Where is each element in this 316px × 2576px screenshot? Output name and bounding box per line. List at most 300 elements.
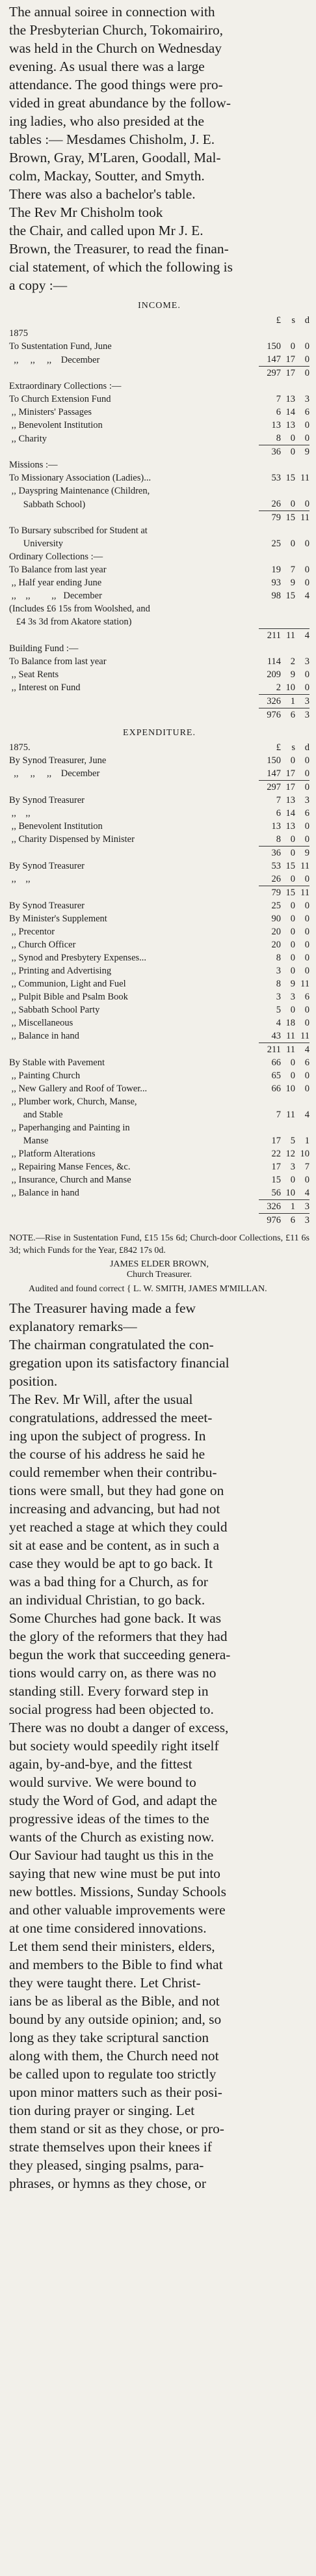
pence-value: 0 bbox=[304, 833, 309, 845]
text-line: but society would speedily right itself bbox=[9, 1737, 219, 1754]
text-line: tion during prayer or singing. Let bbox=[9, 2102, 195, 2118]
total-row bbox=[9, 780, 309, 794]
entry-description: ,, New Gallery and Roof of Tower... bbox=[9, 1083, 148, 1094]
text-line: sit at ease and be content, as in such a bbox=[9, 1537, 220, 1553]
pence-value: 0 bbox=[304, 900, 309, 911]
entry-description: and Stable bbox=[9, 1109, 63, 1120]
entry-description: ,, Precentor bbox=[9, 926, 55, 937]
account-row bbox=[9, 741, 309, 754]
account-row bbox=[9, 1121, 309, 1134]
entry-description bbox=[9, 846, 259, 860]
pence-value: 0 bbox=[304, 578, 309, 588]
account-row bbox=[9, 497, 309, 511]
entry-description: University bbox=[9, 539, 63, 549]
text-line: bound by any outside opinion; and, so bbox=[9, 2011, 222, 2027]
shillings-value: 13 bbox=[285, 820, 295, 832]
entry-description: £4 3s 3d from Akatore station) bbox=[9, 617, 132, 627]
entry-description bbox=[9, 694, 259, 708]
account-row bbox=[9, 563, 309, 576]
pence-value bbox=[295, 642, 309, 655]
account-row bbox=[9, 458, 309, 471]
account-row bbox=[9, 951, 309, 964]
account-row bbox=[9, 977, 309, 990]
pence-value: 0 bbox=[304, 354, 309, 365]
text-line: case they would be apt to go back. It bbox=[9, 1555, 213, 1571]
account-row bbox=[9, 484, 309, 497]
pence-value: 4 bbox=[304, 1109, 309, 1120]
entry-description: By Minister's Supplement bbox=[9, 913, 107, 924]
pounds-value bbox=[259, 327, 281, 340]
entry-description: ,, Balance in hand bbox=[9, 1031, 79, 1041]
shillings-value: 0 bbox=[290, 873, 295, 884]
shillings-value: 17 bbox=[281, 780, 295, 794]
entry-description: ,, Miscellaneous bbox=[9, 1017, 73, 1028]
pounds-value: 25 bbox=[271, 539, 281, 549]
total-row bbox=[9, 445, 309, 459]
pounds-value: 209 bbox=[267, 669, 281, 680]
shillings-header: s bbox=[291, 315, 295, 326]
pence-value: 11 bbox=[300, 860, 309, 871]
shillings-value: 13 bbox=[285, 394, 295, 404]
shillings-value bbox=[281, 615, 295, 628]
text-line: increasing and advancing, but had not bbox=[9, 1500, 220, 1517]
entry-description: ,, Benevolent Institution bbox=[9, 420, 103, 430]
pounds-value: 114 bbox=[267, 656, 281, 667]
shillings-value: 14 bbox=[285, 807, 295, 819]
entry-description: Sabbath School) bbox=[9, 499, 86, 510]
account-row bbox=[9, 1029, 309, 1043]
pence-value: 3 bbox=[304, 656, 309, 667]
entry-description bbox=[9, 780, 259, 794]
entry-description: To Sustentation Fund, June bbox=[9, 341, 112, 352]
pence-value bbox=[295, 602, 309, 615]
pence-value: 0 bbox=[304, 820, 309, 832]
pence-value: 0 bbox=[295, 780, 309, 794]
entry-description: ,, Charity bbox=[9, 433, 47, 444]
entry-description: ,, Benevolent Institution bbox=[9, 820, 103, 832]
pence-value: 0 bbox=[304, 1017, 309, 1028]
shillings-value bbox=[281, 524, 295, 537]
text-line: the Chair, and called upon Mr J. E. bbox=[9, 223, 204, 238]
shillings-value bbox=[281, 1121, 295, 1134]
shillings-value: 11 bbox=[281, 1043, 295, 1056]
shillings-value: 15 bbox=[281, 511, 295, 525]
pounds-value: 7 bbox=[276, 794, 281, 805]
shillings-value: 18 bbox=[285, 1017, 295, 1028]
shillings-value: 6 bbox=[281, 708, 295, 721]
shillings-value: 1 bbox=[281, 694, 295, 708]
entry-description: Manse bbox=[9, 1135, 49, 1146]
pence-value: 0 bbox=[304, 1083, 309, 1094]
pence-value bbox=[295, 550, 309, 563]
account-row bbox=[9, 642, 309, 655]
treasurer-title: Church Treasurer. bbox=[126, 1269, 192, 1280]
text-line: long as they take scriptural sanction bbox=[9, 2029, 209, 2045]
entry-description: ,, Charity Dispensed by Minister bbox=[9, 834, 135, 845]
total-row bbox=[9, 886, 309, 899]
text-line: social progress had been objected to. bbox=[9, 1701, 214, 1717]
entry-description: ,, Painting Church bbox=[9, 1070, 81, 1081]
entry-description: By Synod Treasurer bbox=[9, 860, 85, 871]
pounds-value: 25 bbox=[271, 900, 281, 911]
entry-description: ,, ,, bbox=[9, 807, 31, 819]
treasurer-signature bbox=[9, 1259, 309, 1280]
pounds-value: 6 bbox=[276, 807, 281, 819]
pounds-value: 7 bbox=[276, 1109, 281, 1120]
entry-description: By Synod Treasurer bbox=[9, 794, 85, 805]
shillings-value: 9 bbox=[290, 578, 295, 588]
text-line: saying that new wine must be put into bbox=[9, 1865, 220, 1881]
pence-value: 0 bbox=[304, 1004, 309, 1015]
account-row bbox=[9, 1186, 309, 1200]
pounds-value: 8 bbox=[276, 433, 281, 443]
account-row bbox=[9, 681, 309, 695]
account-row bbox=[9, 767, 309, 781]
pounds-value: 79 bbox=[259, 511, 281, 525]
pence-value: 7 bbox=[304, 1161, 309, 1172]
pounds-value: 8 bbox=[276, 833, 281, 845]
text-line: ing ladies, who also presided at the bbox=[9, 113, 204, 129]
entry-description: ,, Platform Alterations bbox=[9, 1148, 96, 1159]
account-row bbox=[9, 340, 309, 353]
pounds-value: 36 bbox=[259, 846, 281, 860]
shillings-value: 7 bbox=[290, 565, 295, 575]
account-row bbox=[9, 1160, 309, 1173]
pence-value: 3 bbox=[295, 1199, 309, 1213]
entry-description bbox=[9, 1199, 259, 1213]
text-line: along with them, the Church need not bbox=[9, 2047, 219, 2064]
pence-value: 0 bbox=[304, 682, 309, 693]
shillings-value: 10 bbox=[285, 1187, 295, 1198]
shillings-value bbox=[281, 327, 295, 340]
pounds-value: 17 bbox=[271, 1161, 281, 1172]
pounds-value: 36 bbox=[259, 445, 281, 459]
pounds-value: 976 bbox=[259, 708, 281, 721]
shillings-value: 0 bbox=[290, 833, 295, 845]
shillings-value: 14 bbox=[285, 407, 295, 417]
pence-value: 0 bbox=[304, 926, 309, 937]
shillings-value bbox=[281, 550, 295, 563]
pounds-value: 13 bbox=[271, 820, 281, 832]
text-line: attendance. The good things were pro- bbox=[9, 77, 223, 92]
account-row bbox=[9, 550, 309, 563]
account-row bbox=[9, 406, 309, 419]
shillings-value: 13 bbox=[285, 420, 295, 430]
shillings-value: 0 bbox=[290, 939, 295, 950]
pence-value: 0 bbox=[304, 768, 309, 779]
pence-value: 4 bbox=[304, 591, 309, 601]
text-line: The annual soiree in connection with bbox=[9, 4, 215, 20]
treasurer-name: JAMES ELDER BROWN, bbox=[109, 1259, 209, 1269]
pounds-value: 90 bbox=[271, 913, 281, 924]
entry-description: 1875 bbox=[9, 328, 28, 339]
text-line: progressive ideas of the times to the bbox=[9, 1810, 209, 1827]
account-row bbox=[9, 668, 309, 681]
shillings-value: 17 bbox=[285, 768, 295, 779]
audit-statement bbox=[29, 1283, 309, 1295]
account-row bbox=[9, 1095, 309, 1108]
pence-value: 1 bbox=[304, 1135, 309, 1146]
pence-value: 0 bbox=[304, 539, 309, 549]
shillings-value: 0 bbox=[290, 965, 295, 976]
text-line: be called upon to regulate too strictly bbox=[9, 2065, 217, 2082]
entry-description: ,, Synod and Presbytery Expenses... bbox=[9, 952, 147, 963]
entry-description: ,, Pulpit Bible and Psalm Book bbox=[9, 991, 128, 1002]
account-row bbox=[9, 1003, 309, 1016]
pence-value: 11 bbox=[300, 473, 309, 483]
account-row bbox=[9, 807, 309, 820]
shillings-value bbox=[281, 380, 295, 393]
account-row bbox=[9, 1056, 309, 1069]
text-line: would survive. We were bound to bbox=[9, 1774, 196, 1790]
pence-value: 3 bbox=[295, 694, 309, 708]
shillings-value: 3 bbox=[290, 991, 295, 1002]
pounds-value: £ bbox=[276, 742, 281, 753]
pounds-value bbox=[259, 1095, 281, 1108]
pounds-value: 53 bbox=[271, 860, 281, 871]
account-row bbox=[9, 1082, 309, 1095]
entry-description bbox=[9, 367, 259, 380]
pounds-value: 19 bbox=[271, 565, 281, 575]
text-line: and members to the Bible to find what bbox=[9, 1956, 223, 1972]
text-line: they were taught there. Let Christ- bbox=[9, 1974, 201, 1991]
account-row bbox=[9, 794, 309, 807]
shillings-value: 0 bbox=[290, 1004, 295, 1015]
entry-description: ,, Sabbath School Party bbox=[9, 1004, 100, 1015]
text-line: could remember when their contribu- bbox=[9, 1464, 217, 1480]
text-line: upon minor matters such as their posi- bbox=[9, 2084, 222, 2100]
pence-value: 6 bbox=[304, 807, 309, 819]
account-row bbox=[9, 912, 309, 925]
shillings-value: 0 bbox=[290, 952, 295, 963]
text-line: ing upon the subject of progress. In bbox=[9, 1427, 206, 1444]
entry-description: To Church Extension Fund bbox=[9, 394, 111, 404]
shillings-value: 10 bbox=[285, 682, 295, 693]
audit-line: JAMES M'MILLAN. bbox=[186, 1283, 267, 1294]
pence-value: 0 bbox=[304, 913, 309, 924]
shillings-value bbox=[281, 602, 295, 615]
pounds-value: 211 bbox=[259, 628, 281, 642]
text-line: phrases, or hymns as they chose, or bbox=[9, 2175, 206, 2191]
pounds-value bbox=[259, 484, 281, 497]
shillings-value: 0 bbox=[281, 445, 295, 459]
text-line: Let them send their ministers, elders, bbox=[9, 1938, 215, 1954]
account-row bbox=[9, 899, 309, 912]
account-row bbox=[9, 353, 309, 367]
pence-value: 11 bbox=[295, 886, 309, 899]
account-row bbox=[9, 1069, 309, 1082]
pence-value: 4 bbox=[304, 1187, 309, 1198]
shillings-value: 0 bbox=[290, 1174, 295, 1185]
entry-description: ,, Interest on Fund bbox=[9, 682, 81, 693]
entry-description bbox=[9, 511, 259, 525]
shillings-value bbox=[281, 1095, 295, 1108]
shillings-value: 10 bbox=[285, 1083, 295, 1094]
entry-description: To Bursary subscribed for Student at bbox=[9, 525, 148, 536]
entry-description: ,, Plumber work, Church, Manse, bbox=[9, 1096, 137, 1107]
pence-value: 11 bbox=[300, 1030, 309, 1041]
text-line: congratulations, addressed the meet- bbox=[9, 1409, 213, 1425]
text-line: yet reached a stage at which they could bbox=[9, 1519, 228, 1535]
pence-value: 3 bbox=[304, 794, 309, 805]
pounds-value: 98 bbox=[271, 591, 281, 601]
entry-description: ,, Ministers' Passages bbox=[9, 407, 92, 417]
account-row bbox=[9, 754, 309, 767]
pence-value: 0 bbox=[304, 1174, 309, 1185]
shillings-value: 11 bbox=[281, 628, 295, 642]
pounds-value: 3 bbox=[276, 991, 281, 1002]
shillings-value: 15 bbox=[285, 591, 295, 601]
entry-description: (Includes £6 15s from Woolshed, and bbox=[9, 604, 150, 614]
text-line: There was no doubt a danger of excess, bbox=[9, 1719, 229, 1735]
pence-value: 0 bbox=[304, 499, 309, 509]
text-line: There was also a bachelor's table. bbox=[9, 186, 196, 202]
pence-value bbox=[295, 484, 309, 497]
pence-value: 9 bbox=[295, 846, 309, 860]
pounds-value: 15 bbox=[271, 1174, 281, 1185]
text-line: was held in the Church on Wednesday bbox=[9, 40, 222, 56]
pounds-value: 20 bbox=[271, 926, 281, 937]
shillings-value bbox=[281, 458, 295, 471]
income-table bbox=[9, 314, 309, 721]
entry-description: Extraordinary Collections :— bbox=[9, 381, 122, 391]
pounds-value: 211 bbox=[259, 1043, 281, 1056]
shillings-value: 15 bbox=[281, 886, 295, 899]
account-row bbox=[9, 589, 309, 602]
pounds-value: 326 bbox=[259, 1199, 281, 1213]
total-row bbox=[9, 694, 309, 708]
currency-header-row bbox=[9, 314, 309, 327]
account-row bbox=[9, 537, 309, 550]
pence-value: 6 bbox=[304, 991, 309, 1002]
pence-value: 10 bbox=[300, 1148, 309, 1159]
pence-value: 3 bbox=[295, 1213, 309, 1227]
entry-description: Ordinary Collections :— bbox=[9, 552, 103, 562]
shillings-value: 0 bbox=[290, 539, 295, 549]
pounds-value: 297 bbox=[259, 367, 281, 380]
pence-value: 0 bbox=[304, 565, 309, 575]
shillings-value: 13 bbox=[285, 794, 295, 805]
pence-value: 11 bbox=[295, 511, 309, 525]
text-line: them stand or sit as they chose, or pro- bbox=[9, 2120, 224, 2136]
pence-value bbox=[295, 380, 309, 393]
shillings-value: s bbox=[291, 742, 295, 753]
expenditure-table bbox=[9, 741, 309, 1227]
entry-description: 1875. bbox=[9, 742, 31, 753]
account-row bbox=[9, 471, 309, 484]
entry-description: ,, Church Officer bbox=[9, 939, 76, 950]
text-line: position. bbox=[9, 1373, 58, 1389]
entry-description bbox=[9, 886, 259, 899]
pounds-value: 65 bbox=[271, 1070, 281, 1081]
text-line: again, by-and-bye, and the fittest bbox=[9, 1756, 192, 1772]
pence-value: 4 bbox=[295, 628, 309, 642]
entry-description: ,, Half year ending June bbox=[9, 578, 102, 588]
account-row bbox=[9, 432, 309, 445]
shillings-value: 0 bbox=[290, 913, 295, 924]
pounds-value bbox=[259, 380, 281, 393]
entry-description: ,, Seat Rents bbox=[9, 669, 59, 680]
pence-value: 6 bbox=[304, 407, 309, 417]
shillings-value: 9 bbox=[290, 669, 295, 680]
account-row bbox=[9, 1134, 309, 1147]
entry-description: ,, Printing and Advertising bbox=[9, 965, 112, 976]
total-row bbox=[9, 846, 309, 860]
note: NOTE.—Rise in Sustentation Fund, £15 15s 6d; Church-door Collections, £11 6s 3d; which Funds for the Year, £842 17s 0d. bbox=[9, 1233, 309, 1255]
entry-description: ,, ,, bbox=[9, 874, 31, 884]
shillings-value: 6 bbox=[281, 1213, 295, 1227]
entry-description: ,, Paperhanging and Painting in bbox=[9, 1122, 130, 1133]
shillings-value: 11 bbox=[286, 1030, 295, 1041]
account-row bbox=[9, 1147, 309, 1160]
pence-value: 0 bbox=[304, 755, 309, 766]
text-line: evening. As usual there was a large bbox=[9, 59, 205, 74]
shillings-value: 15 bbox=[285, 860, 295, 871]
pounds-value: 20 bbox=[271, 939, 281, 950]
text-line: they pleased, singing psalms, para- bbox=[9, 2157, 204, 2173]
pence-value: 0 bbox=[304, 420, 309, 430]
pence-header: d bbox=[304, 315, 309, 326]
pounds-value: 56 bbox=[271, 1187, 281, 1198]
pounds-value bbox=[259, 642, 281, 655]
pounds-value: 3 bbox=[276, 965, 281, 976]
account-row bbox=[9, 820, 309, 833]
pounds-value: 66 bbox=[271, 1057, 281, 1068]
entry-description: To Balance from last year bbox=[9, 656, 107, 667]
pounds-value: 8 bbox=[276, 952, 281, 963]
pounds-value: 297 bbox=[259, 780, 281, 794]
pence-value: 0 bbox=[304, 965, 309, 976]
account-row bbox=[9, 873, 309, 886]
text-line: colm, Mackay, Soutter, and Smyth. bbox=[9, 168, 205, 184]
pence-value: d bbox=[304, 742, 309, 753]
account-row bbox=[9, 393, 309, 406]
text-line: new bottles. Missions, Sunday Schools bbox=[9, 1883, 226, 1899]
report-body bbox=[9, 1299, 309, 2192]
account-row bbox=[9, 655, 309, 668]
text-line: wants of the Church as existing now. bbox=[9, 1828, 215, 1845]
pounds-value: 66 bbox=[271, 1083, 281, 1094]
account-row bbox=[9, 602, 309, 615]
pounds-value: 22 bbox=[271, 1148, 281, 1159]
shillings-value: 17 bbox=[285, 354, 295, 365]
pounds-value: 5 bbox=[276, 1004, 281, 1015]
pounds-value bbox=[259, 550, 281, 563]
total-row bbox=[9, 511, 309, 525]
pounds-value bbox=[259, 602, 281, 615]
text-line: gregation upon its satisfactory financial bbox=[9, 1354, 230, 1371]
pence-value: 4 bbox=[295, 1043, 309, 1056]
text-line: explanatory remarks— bbox=[9, 1318, 137, 1334]
pounds-value: 7 bbox=[276, 394, 281, 404]
pence-value: 0 bbox=[295, 367, 309, 380]
expenditure-heading: EXPENDITURE. bbox=[123, 727, 196, 738]
pence-value bbox=[295, 524, 309, 537]
pence-value: 0 bbox=[304, 873, 309, 884]
shillings-value: 15 bbox=[285, 473, 295, 483]
text-line: The chairman congratulated the con- bbox=[9, 1336, 214, 1352]
pounds-value: 147 bbox=[267, 354, 281, 365]
pence-value: 3 bbox=[295, 708, 309, 721]
text-line: tions were small, but they had gone on bbox=[9, 1482, 224, 1498]
text-line: tions would carry on, as there was no bbox=[9, 1664, 217, 1681]
pence-value: 9 bbox=[295, 445, 309, 459]
pence-value: 0 bbox=[304, 952, 309, 963]
pounds-value bbox=[259, 524, 281, 537]
total-row bbox=[9, 367, 309, 380]
text-line: ians be as liberal as the Bible, and not bbox=[9, 1993, 220, 2009]
account-row bbox=[9, 380, 309, 393]
